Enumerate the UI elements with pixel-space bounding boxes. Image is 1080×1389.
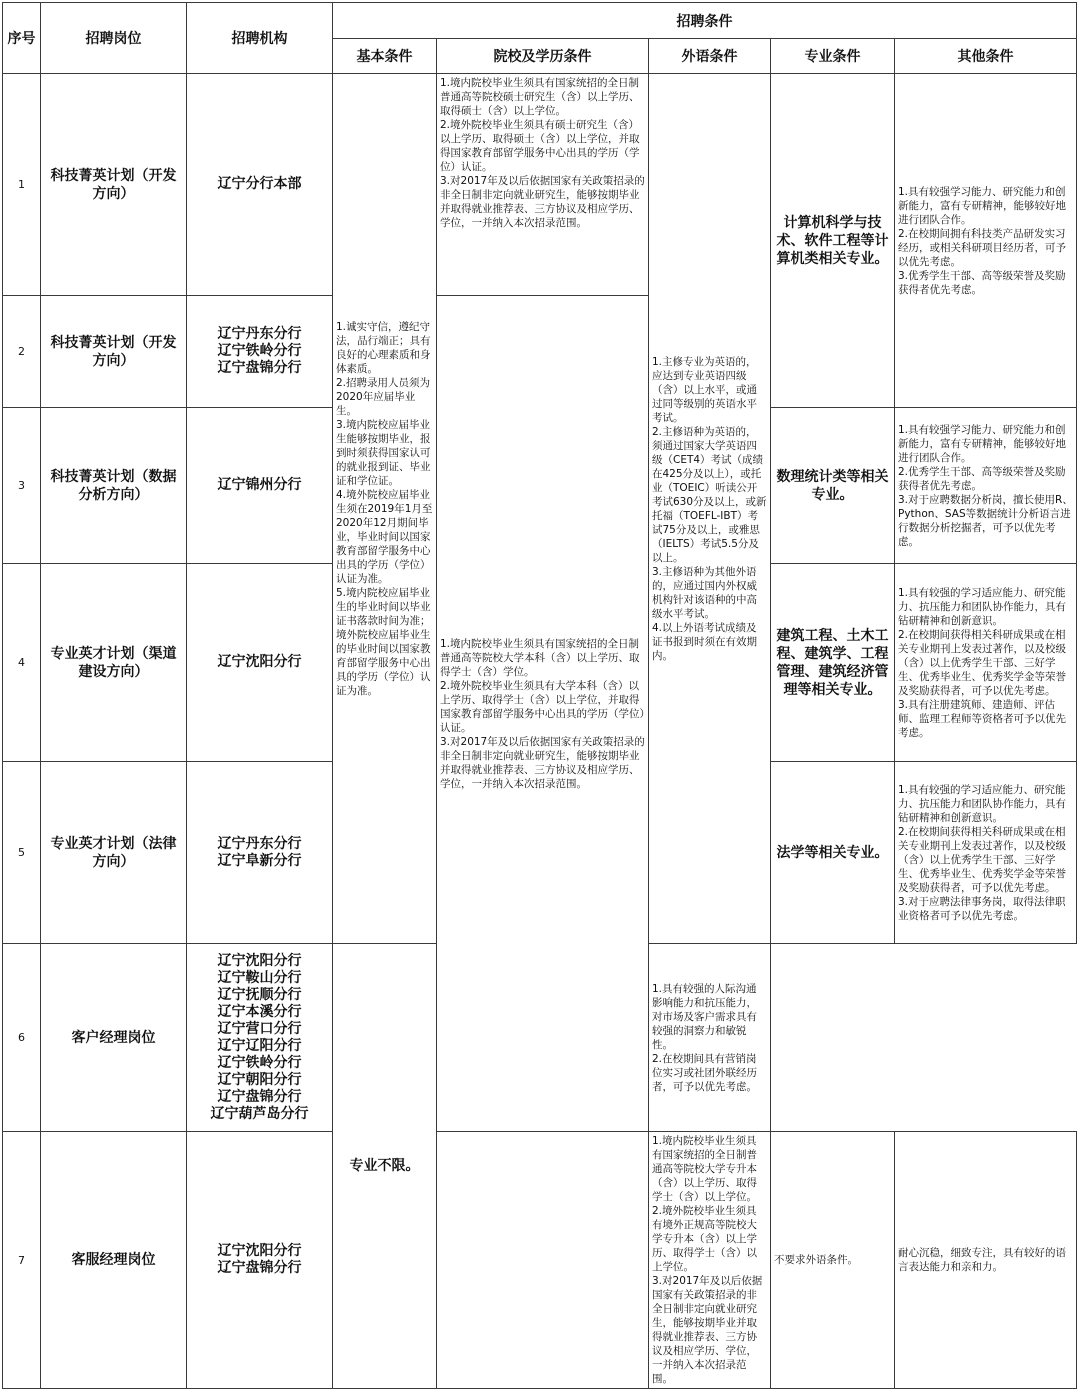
org-cell: 辽宁沈阳分行 辽宁盘锦分行 <box>187 1132 333 1389</box>
org-cell: 辽宁沈阳分行 <box>187 564 333 762</box>
other-conditions-cell: 1.具有较强的人际沟通影响能力和抗压能力，对市场及客户需求具有较强的洞察力和敏锐性。 2.在校期间具有营销岗位实习或社团外联经历者，可予以优先考虑。 <box>649 944 771 1132</box>
row-number: 2 <box>3 296 41 408</box>
header-basic: 基本条件 <box>333 39 437 74</box>
org-cell: 辽宁沈阳分行 辽宁鞍山分行 辽宁抚顺分行 辽宁本溪分行 辽宁营口分行 辽宁辽阳分行 辽宁铁岭分行 辽宁朝阳分行 辽宁盘锦分行 辽宁葫芦岛分行 <box>187 944 333 1132</box>
row-number: 4 <box>3 564 41 762</box>
post-cell: 客户经理岗位 <box>41 944 187 1132</box>
school-conditions-cell: 1.境内院校毕业生须具有国家统招的全日制普通高等院校大学专升本（含）以上学历、取得学士（含）以上学位。 2.境外院校毕业生须具有境外正规高等院校大学专升本（含）以上学历、取得学士（含）以上学位。 3.对2017年及以后依据国家有关政策招录的非全日制非定向就业研究生，能够按期毕业并取得就业推荐表、三方协议及相应学历、学位，一并纳入本次招录范围。 <box>649 1132 771 1389</box>
row-number: 3 <box>3 408 41 564</box>
major-cell: 法学等相关专业。 <box>771 762 895 944</box>
row-number: 5 <box>3 762 41 944</box>
org-cell: 辽宁丹东分行 辽宁阜新分行 <box>187 762 333 944</box>
language-conditions-cell: 不要求外语条件。 <box>771 1132 895 1389</box>
other-conditions-cell: 1.具有较强的学习适应能力、研究能力、抗压能力和团队协作能力，具有钻研精神和创新意识。 2.在校期间获得相关科研成果或在相关专业期刊上发表过著作，以及校级（含）以上优秀学生干部、三好学生、优秀毕业生、优秀奖学金等荣誉及奖励获得者，可予以优先考虑。 3.对于应聘法律事务岗，取得法律职业资格者可予以优先考虑。 <box>895 762 1077 944</box>
post-cell: 专业英才计划（法律方向） <box>41 762 187 944</box>
recruitment-table <box>2 2 1077 1389</box>
header-row-1 <box>3 3 1077 39</box>
post-cell: 科技菁英计划（开发方向） <box>41 74 187 296</box>
header-org: 招聘机构 <box>187 3 333 74</box>
row-number: 7 <box>3 1132 41 1389</box>
basic-conditions-empty-cell <box>437 1132 649 1389</box>
post-cell: 专业英才计划（渠道建设方向） <box>41 564 187 762</box>
header-school: 院校及学历条件 <box>437 39 649 74</box>
other-conditions-cell: 1.具有较强学习能力、研究能力和创新能力，富有专研精神，能够较好地进行团队合作。 2.优秀学生干部、高等级荣誉及奖励获得者优先考虑。 3.对于应聘数据分析岗，擅长使用R、Python、SAS等数据统计分析语言进行数据分析挖掘者，可予以优先考虑。 <box>895 408 1077 564</box>
language-conditions-cell: 1.主修专业为英语的，应达到专业英语四级（含）以上水平，或通过同等级别的英语水平考试。 2.主修语种为英语的，须通过国家大学英语四级（CET4）考试（成绩在425分及以上），或托业（TOEIC）听读公开考试630分及以上，或新托福（TOEFL-IBT）考试75分及以上，或雅思（IELTS）考试5.5分及以上。 3.主修语种为其他外语的，应通过国内外权威机构针对该语种的中高级水平考试。 4.以上外语考试成绩及证书报到时须在有效期内。 <box>649 74 771 944</box>
major-cell: 数理统计类等相关专业。 <box>771 408 895 564</box>
other-conditions-cell: 1.具有较强学习能力、研究能力和创新能力，富有专研精神，能够较好地进行团队合作。 2.在校期间拥有科技类产品研发实习经历，或相关科研项目经历者，可予以优先考虑。 3.优秀学生干部、高等级荣誉及奖励获得者优先考虑。 <box>895 74 1077 408</box>
header-post: 招聘岗位 <box>41 3 187 74</box>
header-other: 其他条件 <box>895 39 1077 74</box>
table-row <box>3 1132 1077 1389</box>
other-conditions-cell: 耐心沉稳，细致专注，具有较好的语言表达能力和亲和力。 <box>895 1132 1077 1389</box>
school-conditions-bachelor-cell: 1.境内院校毕业生须具有国家统招的全日制普通高等院校大学本科（含）以上学历、取得学士（含）学位。 2.境外院校毕业生须具有大学本科（含）以上学历、取得学士（含）以上学位，并取得国家教育部留学服务中心出具的学历（学位）认证。 3.对2017年及以后依据国家有关政策招录的非全日制非定向就业研究生，能够按期毕业并取得就业推荐表、三方协议及相应学历、学位，一并纳入本次招录范围。 <box>437 296 649 1132</box>
header-seq: 序号 <box>3 3 41 74</box>
org-cell: 辽宁丹东分行 辽宁铁岭分行 辽宁盘锦分行 <box>187 296 333 408</box>
post-cell: 科技菁英计划（开发方向） <box>41 296 187 408</box>
major-cell: 建筑工程、土木工程、建筑学、工程管理、建筑经济管理等相关专业。 <box>771 564 895 762</box>
basic-conditions-cell: 1.诚实守信，遵纪守法，品行端正；具有良好的心理素质和身体素质。 2.招聘录用人员须为2020年应届毕业生。 3.境内院校应届毕业生能够按期毕业，报到时须获得国家认可的就业报到证、毕业证和学位证。 4.境外院校应届毕业生须在2019年1月至2020年12月期间毕业，毕业时间以国家教育部留学服务中心出具的学历（学位）认证为准。 5.境内院校应届毕业生的毕业时间以毕业证书落款时间为准；境外院校应届毕业生的毕业时间以国家教育部留学服务中心出具的学历（学位）认证为准。 <box>333 74 437 944</box>
org-cell: 辽宁锦州分行 <box>187 408 333 564</box>
header-lang: 外语条件 <box>649 39 771 74</box>
row-number: 1 <box>3 74 41 296</box>
school-conditions-master-cell: 1.境内院校毕业生须具有国家统招的全日制普通高等院校硕士研究生（含）以上学历、取得硕士（含）以上学位。 2.境外院校毕业生须具有硕士研究生（含）以上学历、取得硕士（含）以上学位，并取得国家教育部留学服务中心出具的学历（学位）认证。 3.对2017年及以后依据国家有关政策招录的非全日制非定向就业研究生，能够按期毕业并取得就业推荐表、三方协议及相应学历、学位，一并纳入本次招录范围。 <box>437 74 649 296</box>
header-conditions: 招聘条件 <box>333 3 1077 39</box>
row-number: 6 <box>3 944 41 1132</box>
table-row <box>3 74 1077 296</box>
header-major: 专业条件 <box>771 39 895 74</box>
major-cs-cell: 计算机科学与技术、软件工程等计算机类相关专业。 <box>771 74 895 408</box>
major-any-cell: 专业不限。 <box>333 944 437 1389</box>
other-conditions-cell: 1.具有较强的学习适应能力、研究能力、抗压能力和团队协作能力，具有钻研精神和创新意识。 2.在校期间获得相关科研成果或在相关专业期刊上发表过著作，以及校级（含）以上优秀学生干部、三好学生、优秀毕业生、优秀奖学金等荣誉及奖励获得者，可予以优先考虑。 3.具有注册建筑师、建造师、评估师、监理工程师等资格者可予以优先考虑。 <box>895 564 1077 762</box>
post-cell: 科技菁英计划（数据分析方向） <box>41 408 187 564</box>
org-cell: 辽宁分行本部 <box>187 74 333 296</box>
post-cell: 客服经理岗位 <box>41 1132 187 1389</box>
